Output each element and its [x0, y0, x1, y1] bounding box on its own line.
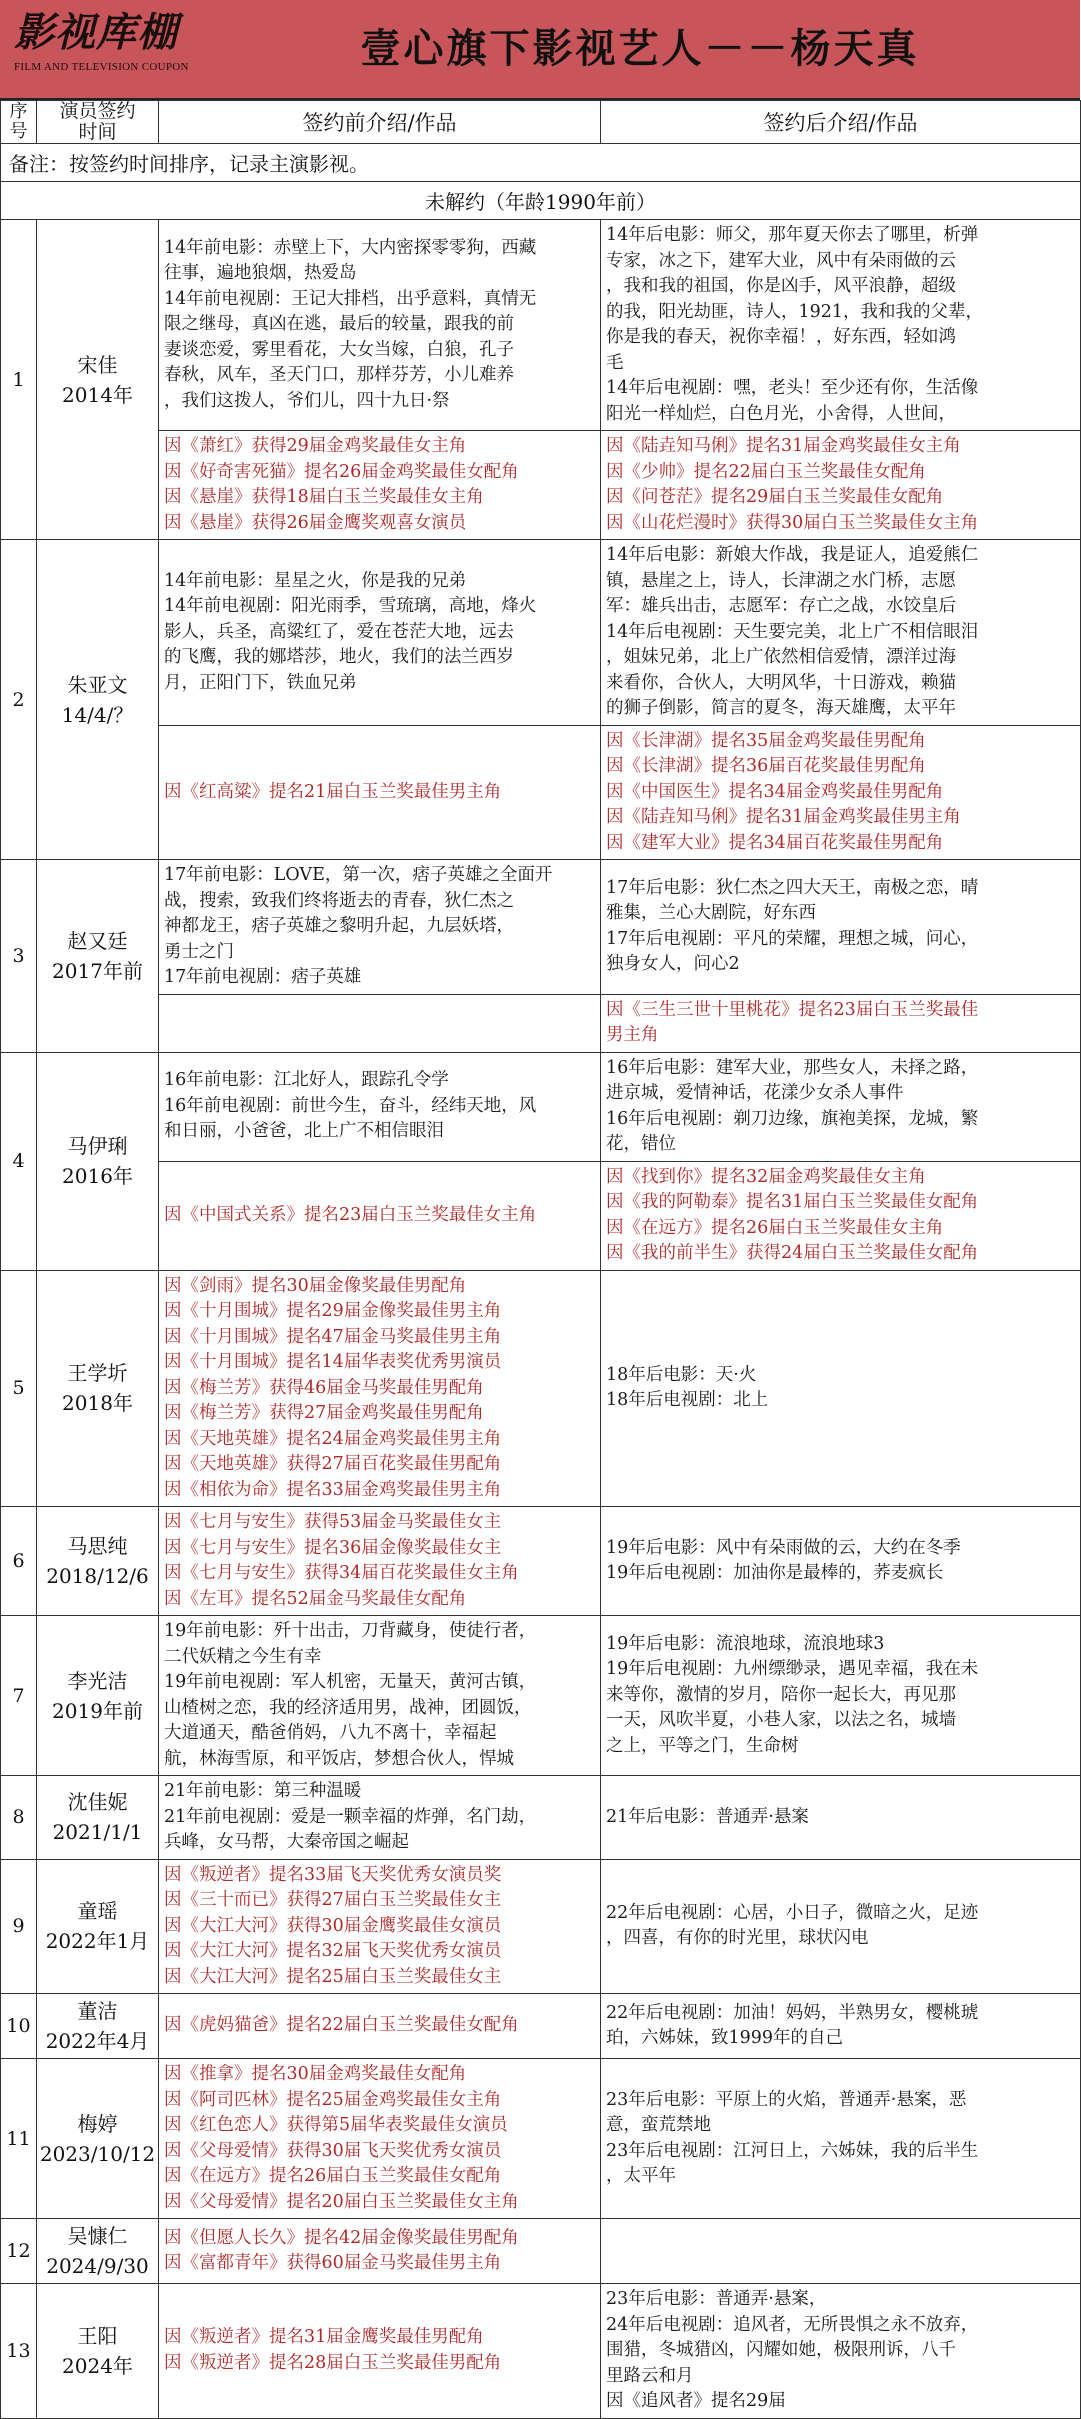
actor-name: 董洁	[77, 1999, 118, 2023]
after-works	[601, 1052, 1081, 1161]
award-line: 因《十月围城》提名47届金马奖最佳男主角	[164, 1326, 502, 1347]
actor-name: 童瑶	[77, 1899, 118, 1924]
artist-row	[1, 1270, 1081, 1507]
artist-row	[1, 1616, 1081, 1776]
before-cell	[159, 2219, 601, 2284]
sign-date: 2023/10/12	[39, 2141, 156, 2166]
artist-row	[1, 540, 1081, 726]
after-awards	[601, 725, 1081, 860]
work-line: 14年后电影：师父，那年夏天你去了哪里，析弹	[606, 225, 979, 245]
header-no	[1, 101, 37, 144]
award-line: 因《红色恋人》获得第5届华表奖最佳女演员	[164, 2115, 508, 2135]
work-line: ，我们这拨人，爷们儿，四十九日·祭	[164, 390, 450, 411]
work-line: 阳光一样灿烂，白色月光，小舍得，人世间，	[606, 403, 956, 424]
work-line: 16年后电视剧：剃刀边缘，旗袍美探，龙城，繁	[606, 1108, 979, 1129]
work-line: 19年后电视剧：加油你是最棒的，荞麦疯长	[606, 1563, 944, 1583]
work-line: 兵峰，女马帮，大秦帝国之崛起	[164, 1832, 409, 1852]
header-banner	[0, 0, 1080, 100]
award-line: 因《梅兰芳》获得46届金马奖最佳男配角	[164, 1377, 484, 1398]
row-number: 12	[1, 2219, 37, 2284]
work-line: 的狮子倒影，简言的夏冬，海天雄鹰，太平年	[606, 698, 956, 718]
actor-name: 王学圻	[67, 1361, 128, 1386]
before-cell	[159, 1616, 601, 1776]
work-line: 16年前电影：江北好人，跟踪孔令学	[164, 1070, 449, 1091]
award-line: 因《七月与安生》提名36届金像奖最佳女主	[164, 1537, 502, 1558]
work-line: 里路云和月	[606, 2365, 694, 2386]
award-row	[1, 994, 1081, 1052]
award-line: 因《但愿人长久》提名42届金像奖最佳男配角	[164, 2227, 519, 2248]
before-awards	[159, 1161, 601, 1270]
actor-name: 梅婷	[77, 2111, 118, 2136]
work-line: 16年后电影：建军大业，那些女人，未择之路，	[606, 1057, 979, 1078]
award-line: 因《天地英雄》提名24届金鸡奖最佳男主角	[164, 1428, 502, 1449]
artist-row	[1, 1507, 1081, 1616]
work-line: 限之继母，真凶在逃，最后的较量，跟我的前	[164, 314, 514, 335]
note-row	[1, 144, 1081, 182]
artist-row	[1, 1776, 1081, 1860]
artist-row	[1, 2284, 1081, 2419]
work-line: 之上，平等之门，生命树	[606, 1735, 799, 1756]
sign-date: 2022年1月	[45, 1929, 150, 1954]
work-line: 毛	[606, 352, 624, 373]
header-after: 签约后介绍/作品	[601, 101, 1081, 144]
actor-cell	[37, 2059, 159, 2219]
work-line: 22年后电视剧：心居，小日子，微暗之火，足迹	[606, 1902, 979, 1923]
work-line: 雅集，兰心大剧院，好东西	[606, 903, 816, 924]
work-line: 19年后电影：流浪地球，流浪地球3	[606, 1633, 885, 1654]
award-line: 因《山花烂漫时》获得30届白玉兰奖最佳女主角	[606, 512, 979, 533]
table-header-row	[1, 101, 1081, 144]
sign-date: 2022年4月	[45, 2029, 150, 2053]
header-actor	[37, 101, 159, 144]
award-line: 因《我的阿勒泰》提名31届白玉兰奖最佳女配角	[606, 1192, 979, 1212]
award-line: 因《悬崖》获得26届金鹰奖观喜女演员	[164, 512, 467, 533]
award-line: 因《好奇害死猫》提名26届金鸡奖最佳女配角	[164, 461, 519, 482]
after-works	[601, 860, 1081, 995]
actor-cell	[37, 540, 159, 860]
row-number: 3	[1, 860, 37, 1053]
award-line: 因《虎妈猫爸》提名22届白玉兰奖最佳女配角	[164, 2015, 519, 2036]
before-cell	[159, 1507, 601, 1616]
award-row	[1, 725, 1081, 860]
award-line: 因《三生三世十里桃花》提名23届白玉兰奖最佳	[606, 999, 979, 1020]
work-line: 航，林海雪原，和平饭店，梦想合伙人，悍城	[164, 1748, 514, 1769]
work-line: 围猎，冬城猎凶，闪耀如她，极限刑诉，八千	[606, 2340, 956, 2360]
award-line: 因《陆垚知马俐》提名31届金鸡奖最佳男主角	[606, 807, 961, 827]
row-number: 7	[1, 1616, 37, 1776]
artist-row	[1, 2219, 1081, 2284]
work-line: 23年后电影：平原上的火焰，普通弄·悬案，恶	[606, 2089, 967, 2110]
actor-cell	[37, 1616, 159, 1776]
award-line: 因《悬崖》获得18届白玉兰奖最佳女主角	[164, 487, 484, 507]
before-works	[159, 540, 601, 726]
work-line: 的飞鹰，我的娜塔莎，地火，我们的法兰西岁	[164, 647, 514, 667]
actor-name: 马伊琍	[67, 1134, 128, 1158]
work-line: 22年后电视剧：加油！妈妈，半熟男女，樱桃琥	[606, 2002, 979, 2023]
work-line: 专家，冰之下，建军大业，风中有朵雨做的云	[606, 250, 956, 271]
award-row	[1, 1161, 1081, 1270]
artist-row	[1, 220, 1081, 431]
award-line: 因《红高粱》提名21届白玉兰奖最佳男主角	[164, 781, 502, 802]
actor-name: 赵又廷	[67, 928, 128, 953]
award-line: 因《父母爱情》获得30届飞天奖优秀女演员	[164, 2140, 502, 2161]
actor-cell	[37, 1052, 159, 1270]
award-line: 因《萧红》获得29届金鸡奖最佳女主角	[164, 436, 467, 456]
work-line: 23年后电影：普通弄·悬案，	[606, 2289, 827, 2309]
work-line: 意，蛮荒禁地	[606, 2115, 711, 2135]
work-line: 勇士之门	[164, 941, 234, 962]
award-line: 因《叛逆者》提名31届金鹰奖最佳男配角	[164, 2327, 484, 2348]
work-line: 14年前电视剧：王记大排档，出乎意料，真情无	[164, 288, 537, 309]
award-line: 因《长津湖》提名35届金鸡奖最佳男配角	[606, 730, 926, 751]
table-body	[1, 220, 1081, 2419]
work-line: 14年前电影：星星之火，你是我的兄弟	[164, 570, 467, 591]
artist-row	[1, 860, 1081, 995]
work-line: 17年前电视剧：痞子英雄	[164, 967, 362, 987]
work-line: 花，错位	[606, 1134, 676, 1154]
work-line: 19年前电影：歼十出击，刀背藏身，使徒行者，	[164, 1621, 537, 1641]
work-line: 妻谈恋爱，雾里看花，大女当嫁，白狼，孔子	[164, 339, 514, 360]
work-line: 往事，遍地狼烟，热爱岛	[164, 263, 357, 284]
before-works	[159, 220, 601, 431]
actor-cell	[37, 220, 159, 540]
sign-date: 2017年前	[52, 958, 143, 983]
before-awards	[159, 994, 601, 1052]
actor-cell	[37, 860, 159, 1053]
actor-cell	[37, 2284, 159, 2419]
actor-name: 朱亚文	[67, 672, 128, 697]
row-number: 10	[1, 1994, 37, 2059]
work-line: 24年后电视剧：追风者，无所畏惧之永不放弃，	[606, 2314, 979, 2335]
row-number: 1	[1, 220, 37, 540]
row-number: 9	[1, 1859, 37, 1994]
header-before: 签约前介绍/作品	[159, 101, 601, 144]
work-line: 你是我的春天，祝你幸福！，好东西，轻如鸿	[606, 327, 956, 347]
sign-date: 2021/1/1	[52, 1820, 143, 1845]
award-line: 因《建军大业》提名34届百花奖最佳男配角	[606, 832, 944, 853]
page-title: 壹心旗下影视艺人－－杨天真	[360, 26, 920, 72]
before-awards	[159, 725, 601, 860]
award-line: 因《大江大河》获得30届金鹰奖最佳女演员	[164, 1915, 502, 1936]
sign-date: 2024/9/30	[46, 2254, 149, 2278]
section-title: 未解约（年龄1990年前）	[1, 182, 1081, 220]
work-line: ，四喜，有你的时光里，球状闪电	[606, 1928, 869, 1949]
work-line: 16年前电视剧：前世今生，奋斗，经纬天地，风	[164, 1095, 537, 1116]
work-line: 镇，悬崖之上，诗人，长津湖之水门桥，志愿	[606, 570, 956, 591]
work-line: 二代妖精之今生有幸	[164, 1646, 322, 1667]
award-line: 因《叛逆者》提名28届白玉兰奖最佳男配角	[164, 2352, 502, 2373]
work-line: 战，搜索，致我们终将逝去的青春，狄仁杰之	[164, 890, 514, 911]
award-line: 因《长津湖》提名36届百花奖最佳男配角	[606, 756, 926, 776]
work-line: 独身女人，问心2	[606, 954, 740, 975]
after-awards	[601, 1161, 1081, 1270]
after-works	[601, 540, 1081, 726]
before-cell	[159, 1270, 601, 1507]
work-line: 一天，风吹半夏，小巷人家，以法之名，城墙	[606, 1710, 956, 1731]
row-number: 4	[1, 1052, 37, 1270]
header-actor-label: 演员签约时间	[59, 100, 136, 143]
work-line: 14年前电影：赤壁上下，大内密探零零狗，西藏	[164, 237, 537, 258]
artist-row	[1, 1052, 1081, 1161]
work-line: 18年后电影：天·火	[606, 1364, 757, 1385]
section-row	[1, 182, 1081, 220]
before-cell	[159, 2284, 601, 2419]
work-line: 21年后电影：普通弄·悬案	[606, 1806, 809, 1827]
award-line: 因《叛逆者》提名33届飞天奖优秀女演员奖	[164, 1864, 502, 1885]
award-line: 因《中国医生》提名34届金鸡奖最佳男配角	[606, 781, 944, 802]
award-line: 因《大江大河》提名32届飞天奖优秀女演员	[164, 1941, 502, 1961]
actor-name: 王阳	[77, 2323, 118, 2348]
work-line: 14年后电影：新娘大作战，我是证人，追爱熊仁	[606, 545, 979, 565]
award-line: 因《在远方》提名26届白玉兰奖最佳女主角	[606, 1217, 944, 1238]
sign-date: 14/4/？	[61, 702, 134, 727]
work-line: 14年前电视剧：阳光雨季，雪琉璃，高地，烽火	[164, 596, 537, 616]
row-number: 13	[1, 2284, 37, 2419]
artist-row	[1, 1994, 1081, 2059]
award-line: 因《我的前半生》获得24届白玉兰奖最佳女配角	[606, 1243, 979, 1263]
work-line: ，太平年	[606, 2166, 676, 2186]
logo-subtitle: FILM AND TELEVISION COUPON	[14, 61, 189, 73]
award-line: 因《相依为命》提名33届金鸡奖最佳男主角	[164, 1479, 502, 1500]
actor-name: 吴慷仁	[67, 2224, 128, 2248]
work-line: 山楂树之恋，我的经济适用男，战神，团圆饭，	[164, 1697, 532, 1718]
work-line: 因《追风者》提名29届	[606, 2391, 786, 2411]
actor-name: 马思纯	[67, 1534, 128, 1558]
actor-name: 沈佳妮	[67, 1790, 128, 1815]
work-line: 神都龙王，痞子英雄之黎明升起，九层妖塔，	[164, 916, 514, 936]
after-awards	[601, 431, 1081, 540]
actor-cell	[37, 1994, 159, 2059]
before-cell	[159, 1776, 601, 1860]
work-line: 19年后电影：风中有朵雨做的云，大约在冬季	[606, 1537, 961, 1558]
work-line: 21年前电视剧：爱是一颗幸福的炸弹，名门劫，	[164, 1806, 537, 1827]
actor-cell	[37, 1507, 159, 1616]
award-row	[1, 431, 1081, 540]
award-line: 因《七月与安生》获得34届百花奖最佳女主角	[164, 1563, 519, 1583]
work-line: 18年后电视剧：北上	[606, 1390, 769, 1411]
actor-cell	[37, 2219, 159, 2284]
award-line: 因《十月围城》提名14届华表奖优秀男演员	[164, 1352, 502, 1372]
work-line: 军：雄兵出击，志愿军：存亡之战，水饺皇后	[606, 596, 956, 616]
after-cell	[601, 1994, 1081, 2059]
work-line: 19年前电视剧：军人机密，无量天，黄河古镇，	[164, 1672, 537, 1692]
work-line: 珀，六姊妹，致1999年的自己	[606, 2028, 844, 2048]
award-line: 因《问苍茫》提名29届白玉兰奖最佳女配角	[606, 487, 944, 507]
row-number: 2	[1, 540, 37, 860]
award-line: 因《大江大河》提名25届白玉兰奖最佳女主	[164, 1966, 502, 1987]
award-line: 因《父母爱情》提名20届白玉兰奖最佳女主角	[164, 2191, 519, 2212]
after-cell	[601, 1859, 1081, 1994]
artist-row	[1, 2059, 1081, 2219]
sign-date: 2016年	[62, 1164, 133, 1188]
work-line: 17年后电视剧：平凡的荣耀，理想之城，问心，	[606, 928, 979, 949]
sign-date: 2019年前	[52, 1698, 143, 1723]
work-line: 的我，阳光劫匪，诗人，1921，我和我的父辈，	[606, 301, 984, 322]
work-line: 14年后电视剧：天生要完美，北上广不相信眼泪	[606, 621, 979, 642]
award-line: 因《梅兰芳》获得27届金鸡奖最佳男配角	[164, 1403, 484, 1423]
sign-date: 2018/12/6	[46, 1564, 149, 1588]
award-line: 因《中国式关系》提名23届白玉兰奖最佳女主角	[164, 1204, 537, 1225]
award-line: 因《阿司匹林》提名25届金鸡奖最佳女主角	[164, 2089, 502, 2110]
award-line: 因《十月围城》提名29届金像奖最佳男主角	[164, 1301, 502, 1321]
work-line: 14年后电视剧：嘿，老头！至少还有你，生活像	[606, 378, 979, 398]
award-line: 因《天地英雄》获得27届百花奖最佳男配角	[164, 1454, 502, 1474]
actor-cell	[37, 1776, 159, 1860]
work-line: 19年后电视剧：九州缥缈录，遇见幸福，我在未	[606, 1659, 979, 1680]
work-line: 月，正阳门下，铁血兄弟	[164, 672, 357, 693]
award-line: 因《三十而已》获得27届白玉兰奖最佳女主	[164, 1890, 502, 1910]
actor-cell	[37, 1859, 159, 1994]
award-line: 因《在远方》提名26届白玉兰奖最佳女配角	[164, 2166, 502, 2186]
award-line: 因《找到你》提名32届金鸡奖最佳女主角	[606, 1166, 926, 1187]
before-cell	[159, 2059, 601, 2219]
row-number: 5	[1, 1270, 37, 1507]
work-line: 春秋，风车，圣天门口，那样芬芳，小儿难养	[164, 365, 514, 386]
logo-text: 影视库棚	[14, 9, 178, 56]
before-works	[159, 1052, 601, 1161]
award-line: 男主角	[606, 1025, 659, 1045]
header-no-label: 序号	[9, 101, 28, 142]
after-cell	[601, 1507, 1081, 1616]
work-line: 大道通天，酷爸俏妈，八九不离十，幸福起	[164, 1723, 497, 1743]
work-line: 影人，兵圣，高粱红了，爱在苍茫大地，远去	[164, 621, 514, 642]
sign-date: 2018年	[62, 1391, 133, 1416]
award-line: 因《剑雨》提名30届金像奖最佳男配角	[164, 1275, 467, 1296]
after-cell	[601, 1616, 1081, 1776]
logo	[14, 6, 189, 92]
before-cell	[159, 1859, 601, 1994]
work-line: 和日丽，小爸爸，北上广不相信眼泪	[164, 1121, 444, 1142]
award-line: 因《左耳》提名52届金马奖最佳女配角	[164, 1588, 467, 1609]
note: 备注：按签约时间排序，记录主演影视。	[1, 144, 1081, 182]
after-cell	[601, 2284, 1081, 2419]
before-awards	[159, 431, 601, 540]
award-line: 因《富都青年》获得60届金马奖最佳男主角	[164, 2253, 502, 2273]
award-line: 因《少帅》提名22届白玉兰奖最佳女配角	[606, 461, 926, 482]
actor-name: 宋佳	[77, 352, 118, 377]
work-line: 17年后电影：狄仁杰之四大天王，南极之恋，晴	[606, 877, 979, 898]
after-works	[601, 220, 1081, 431]
work-line: ，我和我的祖国，你是凶手，风平浪静，超级	[606, 276, 956, 296]
work-line: 进京城，爱情神话，花漾少女杀人事件	[606, 1083, 904, 1103]
sign-date: 2014年	[62, 382, 133, 407]
work-line: ，姐妹兄弟，北上广依然相信爱情，漂洋过海	[606, 647, 956, 667]
after-cell	[601, 1270, 1081, 1507]
after-cell	[601, 2219, 1081, 2284]
work-line: 23年后电视剧：江河日上，六姊妹，我的后半生	[606, 2140, 979, 2161]
row-number: 6	[1, 1507, 37, 1616]
sign-date: 2024年	[62, 2353, 133, 2378]
row-number: 11	[1, 2059, 37, 2219]
actor-name: 李光洁	[67, 1668, 128, 1693]
award-line: 因《陆垚知马俐》提名31届金鸡奖最佳女主角	[606, 436, 961, 456]
work-line: 来看你，合伙人，大明风华，十日游戏，赖猫	[606, 672, 956, 693]
actor-cell	[37, 1270, 159, 1507]
after-cell	[601, 2059, 1081, 2219]
award-line: 因《推拿》提名30届金鸡奖最佳女配角	[164, 2064, 467, 2084]
work-line: 17年前电影：LOVE，第一次，痞子英雄之全面开	[164, 865, 553, 885]
award-line: 因《七月与安生》获得53届金马奖最佳女主	[164, 1512, 502, 1532]
after-awards	[601, 994, 1081, 1052]
artist-table	[0, 100, 1081, 2419]
after-cell	[601, 1776, 1081, 1860]
before-cell	[159, 1994, 601, 2059]
row-number: 8	[1, 1776, 37, 1860]
before-works	[159, 860, 601, 995]
work-line: 来等你，激情的岁月，陪你一起长大，再见那	[606, 1684, 956, 1705]
work-line: 21年前电影：第三种温暖	[164, 1781, 362, 1801]
artist-row	[1, 1859, 1081, 1994]
